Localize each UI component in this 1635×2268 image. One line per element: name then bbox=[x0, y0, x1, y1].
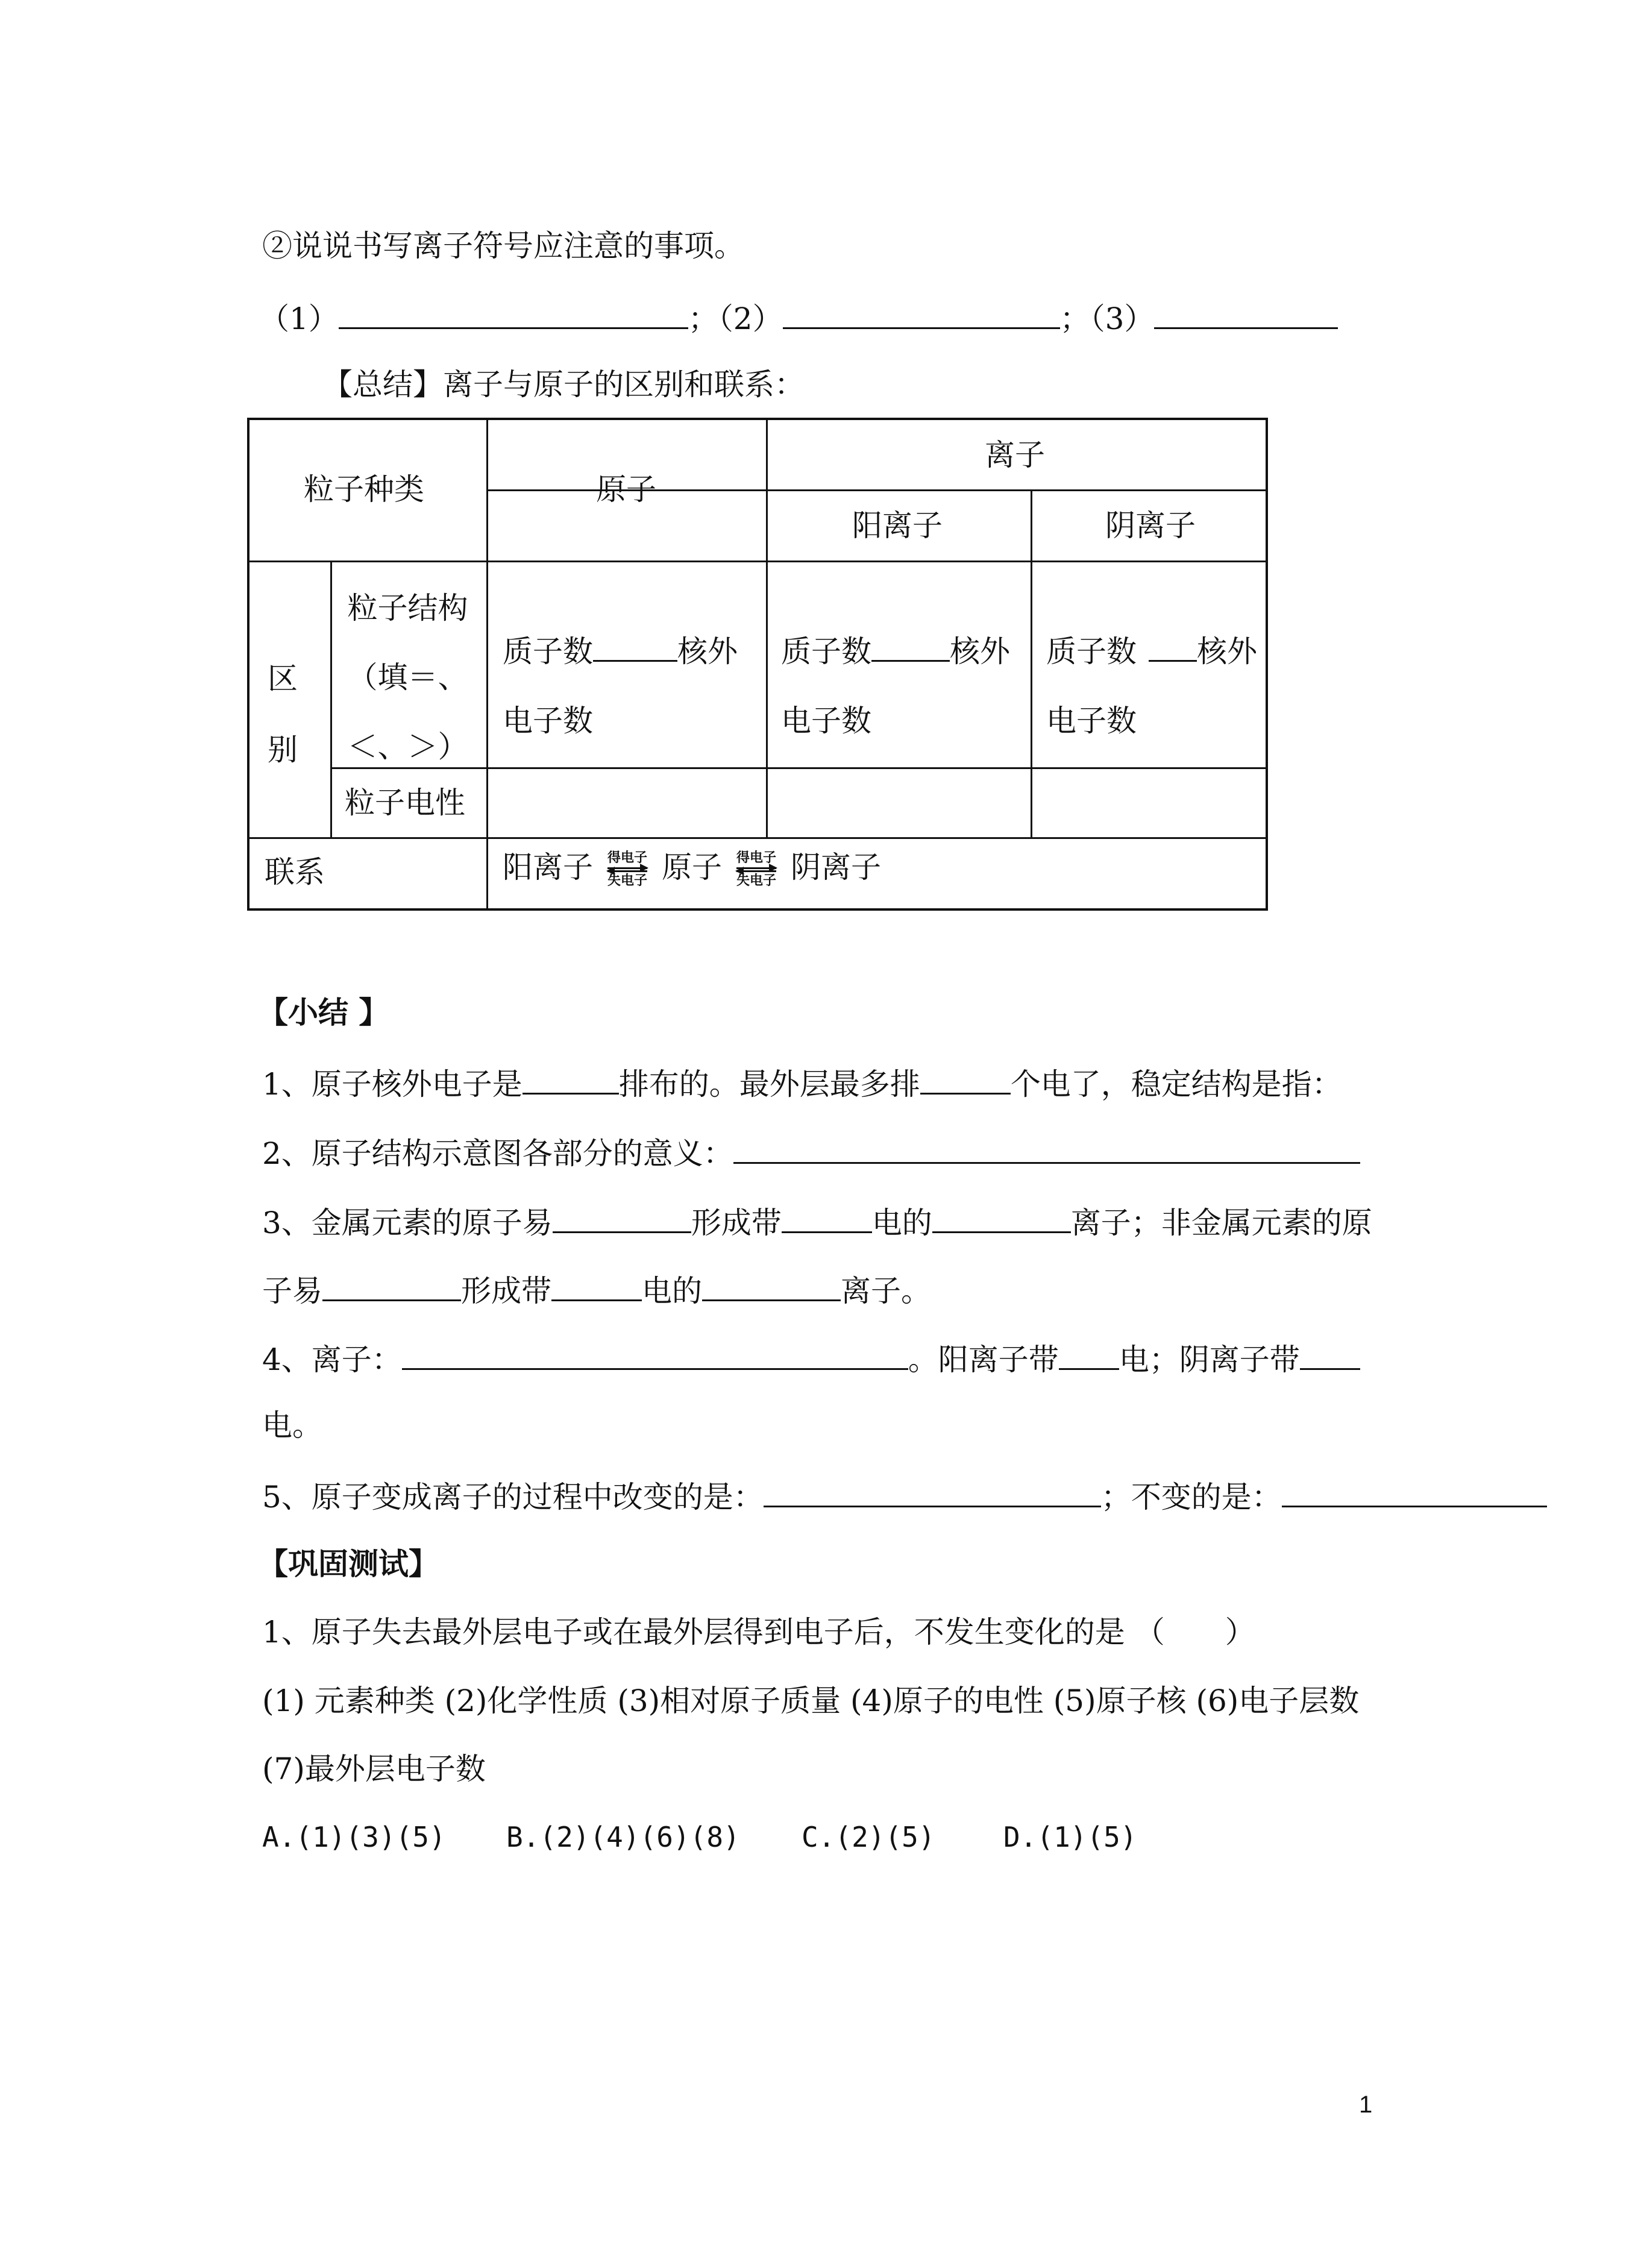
summary-title: 【总结】离子与原子的区别和联系： bbox=[322, 367, 805, 402]
option-a[interactable]: A.(1)(3)(5) bbox=[262, 1821, 446, 1853]
struct-cell-atom: 质子数 核外 电子数 bbox=[503, 631, 738, 739]
summary-item-5: 5、原子变成离子的过程中改变的是： ；不变的是： bbox=[262, 1477, 1547, 1515]
option-c[interactable]: C.(2)(5) bbox=[802, 1821, 935, 1853]
s3-blank-2[interactable] bbox=[782, 1202, 872, 1233]
q2-item-1-label: （1） bbox=[259, 301, 339, 336]
summary-item-3: 3、金属元素的原子易 形成带 电的 离子；非金属元素的原 bbox=[262, 1202, 1372, 1241]
q2-blank-2[interactable] bbox=[783, 298, 1060, 329]
summary-item-3-cont: 子易 形成带 电的 离子。 bbox=[262, 1271, 931, 1309]
struct-blank-anion[interactable] bbox=[1149, 631, 1197, 662]
charge-cell-cation[interactable] bbox=[770, 770, 1028, 835]
option-d[interactable]: D.(1)(5) bbox=[1003, 1821, 1137, 1853]
page-number: 1 bbox=[1359, 2091, 1373, 2118]
charge-cell-anion[interactable] bbox=[1035, 770, 1263, 835]
header-anion: 阴离子 bbox=[1105, 508, 1196, 543]
s5-blank-2[interactable] bbox=[1282, 1477, 1547, 1507]
diff-label: 区别 bbox=[268, 661, 298, 767]
header-ion: 离子 bbox=[985, 438, 1045, 473]
s3-blank-6[interactable] bbox=[702, 1271, 841, 1301]
s3-blank-1[interactable] bbox=[553, 1202, 691, 1233]
header-atom: 原子 bbox=[596, 472, 656, 507]
link-cell: 阳离子 得电子 失电子 原子 得电子 失电子 阴离子 bbox=[503, 850, 882, 888]
comparison-table bbox=[247, 418, 1268, 911]
s3-blank-4[interactable] bbox=[322, 1271, 461, 1301]
electron-arrow-2: 得电子 失电子 bbox=[736, 850, 777, 888]
test-title: 【巩固测试】 bbox=[258, 1546, 439, 1582]
header-particle-type: 粒子种类 bbox=[304, 472, 424, 507]
struct-cell-cation: 质子数 核外 电子数 bbox=[781, 631, 1010, 739]
struct-blank-atom[interactable] bbox=[593, 631, 677, 662]
header-cation: 阳离子 bbox=[852, 508, 943, 543]
s3-blank-3[interactable] bbox=[932, 1202, 1071, 1233]
s5-blank-1[interactable] bbox=[764, 1477, 1101, 1507]
summary-item-2: 2、原子结构示意图各部分的意义： bbox=[262, 1133, 1360, 1172]
summary-item-4-cont: 电。 bbox=[262, 1408, 322, 1443]
xiaojie-title: 【小结 】 bbox=[258, 994, 389, 1030]
struct-cell-anion: 质子数 核外 电子数 bbox=[1046, 631, 1257, 739]
summary-item-1: 1、原子核外电子是 排布的。最外层最多排 个电了，稳定结构是指： bbox=[262, 1064, 1342, 1102]
charge-cell-atom[interactable] bbox=[491, 770, 762, 835]
test-question-1: 1、原子失去最外层电子或在最外层得到电子后，不发生变化的是 （ ） bbox=[262, 1615, 1255, 1650]
s3-blank-5[interactable] bbox=[551, 1271, 642, 1301]
q2-blanks-line bbox=[259, 298, 1338, 337]
s4-blank-3[interactable] bbox=[1300, 1339, 1360, 1370]
q2-blank-1[interactable] bbox=[339, 298, 688, 329]
s4-blank-1[interactable] bbox=[402, 1339, 908, 1370]
test-question-1-items: (1) 元素种类 (2)化学性质 (3)相对原子质量 (4)原子的电性 (5)原子核 (6)电子层数 bbox=[262, 1683, 1360, 1718]
q2-item-3-label: ；（3） bbox=[1059, 301, 1155, 336]
charge-row-label: 粒子电性 bbox=[345, 785, 465, 820]
link-label: 联系 bbox=[265, 855, 325, 890]
summary-item-4: 4、离子： 。阳离子带 电；阴离子带 bbox=[262, 1339, 1360, 1378]
electron-arrow-1: 得电子 失电子 bbox=[607, 850, 648, 888]
struct-blank-cation[interactable] bbox=[871, 631, 950, 662]
s2-blank[interactable] bbox=[733, 1133, 1360, 1164]
q2-prompt: ②说说书写离子符号应注意的事项。 bbox=[262, 228, 744, 263]
option-b[interactable]: B.(2)(4)(6)(8) bbox=[506, 1821, 740, 1853]
s1-blank-1[interactable] bbox=[523, 1064, 619, 1095]
q2-blank-3[interactable] bbox=[1154, 298, 1338, 329]
q2-item-2-label: ；（2） bbox=[688, 301, 783, 336]
s1-blank-2[interactable] bbox=[920, 1064, 1011, 1095]
struct-row-label: 粒子结构（填＝、＜、＞） bbox=[347, 591, 468, 764]
s4-blank-2[interactable] bbox=[1059, 1339, 1119, 1370]
test-question-1-items-2: (7)最外层电子数 bbox=[262, 1751, 486, 1786]
